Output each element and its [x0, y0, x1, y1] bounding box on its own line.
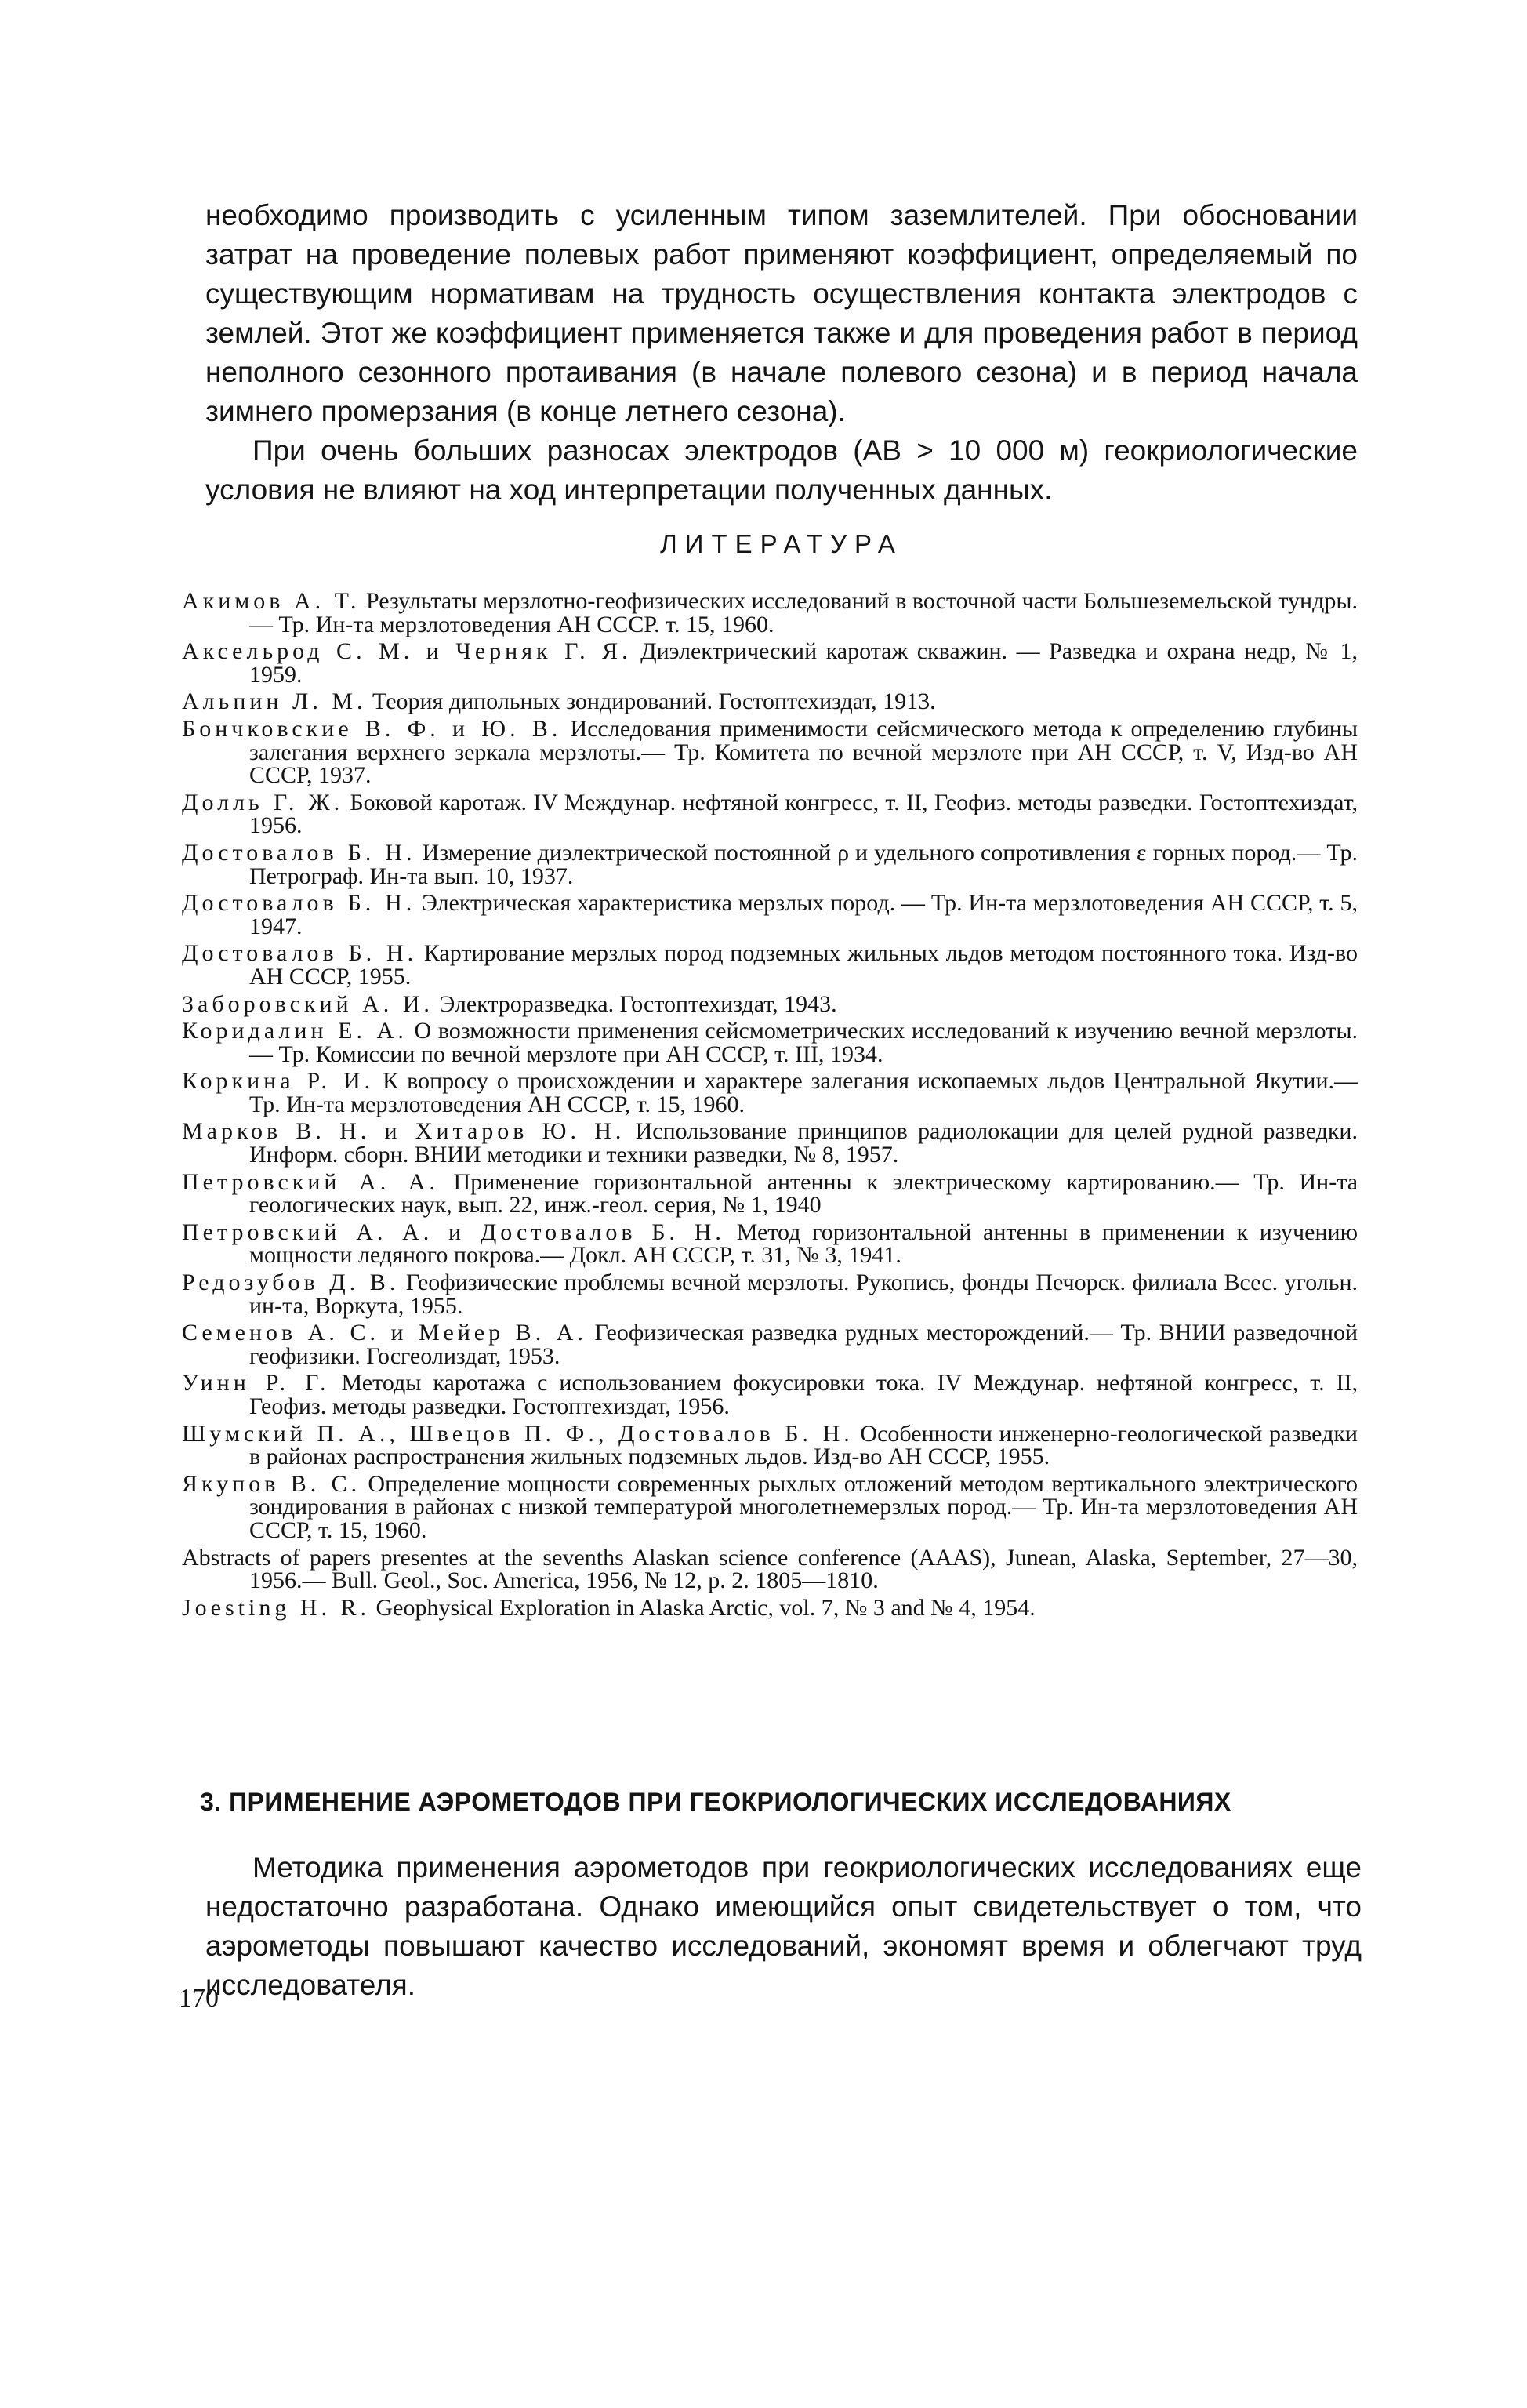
reference-entry: [182, 1596, 1358, 1620]
reference-text: Электрическая характеристика мерзлых пород. — Тр. Ин-та мерзлотоведения АН СССР, т. 5, 1947.: [249, 890, 1358, 939]
reference-list: [182, 590, 1358, 1623]
section-paragraph: Методика применения аэрометодов при геокриологических исследованиях еще недостаточно разработана. Однако имеющийся опыт свидетельствует о том, что аэрометоды повышают качество исследований, экономят время и облегчают труд исследователя.: [205, 1851, 1362, 2001]
reference-author: Уинн Р. Г.: [182, 1370, 330, 1396]
reference-text: Геофизическая разведка рудных месторождений.— Тр. ВНИИ разведочной геофизики. Госгеолиздат, 1953.: [249, 1320, 1358, 1369]
reference-author: Долль Г. Ж.: [182, 789, 344, 815]
reference-text: Электроразведка. Гостоптехиздат, 1943.: [439, 990, 837, 1017]
reference-entry: [182, 1221, 1358, 1267]
reference-text: Метод горизонтальной антенны в применении к изучению мощности ледяного покрова.— Докл. АН СССР, т. 31, № 3, 1941.: [249, 1219, 1358, 1269]
reference-entry: [182, 590, 1358, 636]
reference-author: Достовалов Б. Н.: [182, 839, 416, 866]
reference-text: Особенности инженерно-геологической разведки в районах распространения жильных подземных льдов. Изд-во АН СССР, 1955.: [249, 1420, 1358, 1470]
reference-entry: [182, 1546, 1358, 1593]
reference-text: Картирование мерзлых пород подземных жильных льдов методом постоянного тока. Изд-во АН СССР, 1955.: [249, 940, 1358, 990]
reference-entry: [182, 1371, 1358, 1418]
reference-entry: [182, 690, 1358, 714]
reference-entry: [182, 1120, 1358, 1166]
reference-entry: [182, 1271, 1358, 1317]
reference-entry: [182, 841, 1358, 888]
reference-text: Исследования применимости сейсмического метода к определению глубины залегания верхнего зеркала мерзлоты.— Тр. Комитета по вечной мерзлоте при АН СССР, т. V, Изд-во АН СССР, 1937.: [249, 715, 1358, 789]
intro-paragraph-2: При очень больших разносах электродов (AB > 10 000 м) геокриологические условия не влияют на ход интерпретации полученных данных.: [205, 434, 1358, 506]
reference-text: О возможности применения сейсмометрических исследований к изучению вечной мерзлоты.— Тр. Комиссии по вечной мерзлоте при АН СССР, т. III, 1934.: [249, 1018, 1358, 1067]
reference-text: Geophysical Exploration in Alaska Arctic, vol. 7, № 3 and № 4, 1954.: [375, 1594, 1036, 1621]
reference-text: Диэлектрический каротаж скважин. — Разведка и охрана недр, № 1, 1959.: [249, 638, 1358, 688]
reference-author: Joesting H. R.: [182, 1594, 371, 1621]
reference-entry: [182, 1070, 1358, 1116]
reference-entry: [182, 717, 1358, 787]
reference-entry: [182, 1422, 1358, 1469]
reference-text: Определение мощности современных рыхлых отложений методом вертикального электрического зондирования в районах с низкой температурой многолетнемерзлых пород.— Тр. Ин-та мерзлотоведения АН СССР, т. 15, 1960.: [249, 1470, 1358, 1543]
reference-author: Петровский А. А. и Достовалов Б. Н.: [182, 1219, 725, 1245]
reference-author: Коркина Р. И.: [182, 1068, 375, 1095]
reference-text: Измерение диэлектрической постоянной ρ и удельного сопротивления ε горных пород.— Тр. Петрограф. Ин-та вып. 10, 1937.: [249, 839, 1358, 889]
reference-entry: [182, 640, 1358, 686]
reference-text: Применение горизонтальной антенны к электрическому картированию.— Тр. Ин-та геологических наук, вып. 22, инж.-геол. серия, № 1, 1940: [249, 1168, 1358, 1219]
reference-author: Достовалов Б. Н.: [182, 940, 418, 967]
reference-text: Использование принципов радиолокации для целей рудной разведки. Информ. сборн. ВНИИ методики и техники разведки, № 8, 1957.: [249, 1118, 1358, 1168]
page-number: 170: [179, 1984, 219, 2013]
reference-author: Альпин Л. М.: [182, 688, 367, 715]
intro-text: [205, 196, 1358, 510]
reference-text: Abstracts of papers presentes at the sevenths Alaskan science conference (AAAS), Junean, Alaska, September, 27—30, 1956.— Bull. Geol., Soc. America, 1956, № 12, p. 2. 1805—1810.: [182, 1544, 1358, 1594]
reference-text: Теория дипольных зондирований. Гостоптехиздат, 1913.: [372, 688, 936, 715]
reference-author: Шумский П. А., Швецов П. Ф., Достовалов Б. Н.: [182, 1420, 854, 1447]
reference-text: Геофизические проблемы вечной мерзлоты. Рукопись, фонды Печорск. филиала Всес. угольн. ин-та, Воркута, 1955.: [249, 1269, 1358, 1319]
reference-author: Петровский А. А.: [182, 1168, 439, 1195]
reference-author: Аксельрод С. М. и Черняк Г. Я.: [182, 638, 632, 665]
reference-text: Результаты мерзлотно-геофизических исследований в восточной части Большеземельской тундры.— Тр. Ин-та мерзлотоведения АН СССР. т. 15, 1960.: [249, 588, 1358, 637]
reference-author: Заборовский А. И.: [182, 990, 433, 1017]
reference-entry: [182, 990, 1358, 1017]
reference-author: Акимов А. Т.: [182, 588, 361, 614]
reference-entry: [182, 1019, 1358, 1066]
reference-author: Семенов А. С. и Мейер В. А.: [182, 1320, 587, 1346]
literature-heading: ЛИТЕРАТУРА: [660, 529, 903, 558]
reference-author: Бончковские В. Ф. и Ю. В.: [182, 715, 562, 742]
reference-author: Редозубов Д. В.: [182, 1269, 400, 1296]
reference-author: Коридалин Е. А.: [182, 1018, 408, 1044]
reference-entry: [182, 942, 1358, 988]
reference-author: Марков В. Н. и Хитаров Ю. Н.: [182, 1118, 626, 1145]
reference-author: Якупов В. С.: [182, 1470, 361, 1497]
reference-entry: [182, 1168, 1358, 1219]
reference-text: Боковой каротаж. IV Междунар. нефтяной конгресс, т. II, Геофиз. методы разведки. Гостоптехиздат, 1956.: [249, 789, 1358, 839]
reference-author: Достовалов Б. Н.: [182, 890, 416, 917]
reference-entry: [182, 791, 1358, 837]
intro-paragraph-1: необходимо производить с усиленным типом заземлителей. При обосновании затрат на проведение полевых работ применяют коэффициент, определяемый по существующим нормативам на трудность осуществления контакта электродов с землей. Этот же коэффициент применяется также и для проведения работ в период неполного сезонного протаивания (в начале полевого сезона) и в период начала зимнего промерзания (в конце летнего сезона).: [205, 199, 1358, 427]
reference-entry: [182, 892, 1358, 938]
reference-entry: [182, 1321, 1358, 1367]
section-heading: 3. ПРИМЕНЕНИЕ АЭРОМЕТОДОВ ПРИ ГЕОКРИОЛОГИЧЕСКИХ ИССЛЕДОВАНИЯХ: [200, 1788, 1231, 1816]
reference-text: К вопросу о происхождении и характере залегания ископаемых льдов Центральной Якутии.— Тр. Ин-та мерзлотоведения АН СССР, т. 15, 1960.: [249, 1068, 1358, 1117]
reference-entry: [182, 1470, 1358, 1543]
reference-text: Методы каротажа с использованием фокусировки тока. IV Междунар. нефтяной конгресс, т. II, Геофиз. методы разведки. Гостоптехиздат, 1956.: [249, 1370, 1358, 1419]
